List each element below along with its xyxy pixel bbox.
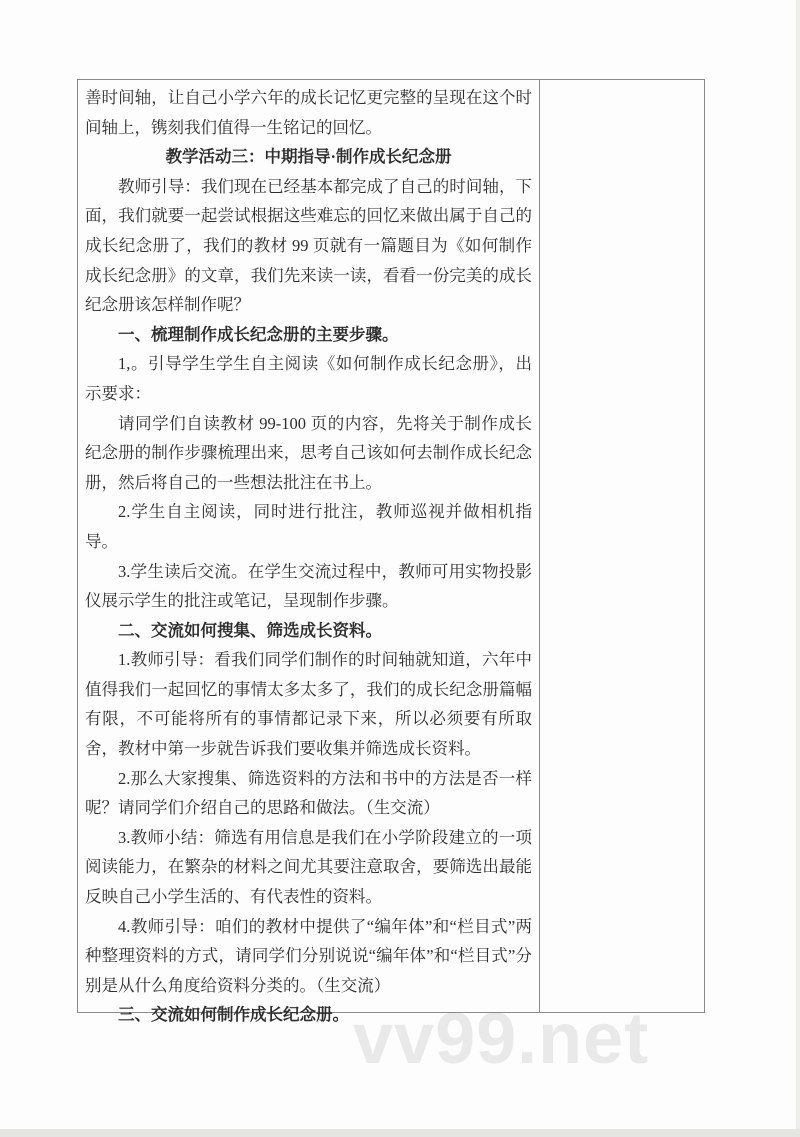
section-1-step-3: 3.学生读后交流。在学生交流过程中，教师可用实物投影仪展示学生的批注或笔记，呈现制作步骤。 bbox=[85, 561, 532, 611]
section-1-heading: 一、梳理制作成长纪念册的主要步骤。 bbox=[118, 324, 399, 344]
section-2-step-2: 2.那么大家搜集、筛选资料的方法和书中的方法是否一样呢？请同学们介绍自己的思路和做法。（生交流） bbox=[85, 768, 532, 818]
section-2-heading: 二、交流如何搜集、筛选成长资料。 bbox=[118, 620, 382, 640]
lesson-content-cell bbox=[78, 80, 540, 1025]
section-1-reading-requirement: 请同学们自读教材 99-100 页的内容，先将关于制作成长纪念册的制作步骤梳理出来，思考自己该如何去制作成长纪念册，然后将自己的一些想法批注在书上。 bbox=[85, 413, 532, 492]
page-right-edge bbox=[796, 0, 800, 1137]
section-2-step-4: 4.教师引导：咱们的教材中提供了“编年体”和“栏目式”两种整理资料的方式，请同学们分别说说“编年体”和“栏目式”分别是从什么角度给资料分类的。（生交流） bbox=[85, 916, 532, 995]
paragraph-teacher-intro: 教师引导：我们现在已经基本都完成了自己的时间轴，下面，我们就要一起尝试根据这些难忘的回忆来做出属于自己的成长纪念册了，我们的教材 99 页就有一篇题目为《如何制作成长纪念册》的文章，我们先来读一读，看看一份完美的成长纪念册该怎样制作呢？ bbox=[85, 176, 532, 315]
section-3-heading: 三、交流如何制作成长纪念册。 bbox=[118, 1005, 349, 1025]
section-2-step-1: 1.教师引导：看我们同学们制作的时间轴就知道，六年中值得我们一起回忆的事情太多太多了，我们的成长纪念册篇幅有限，不可能将所有的事情都记录下来，所以必须要有所取舍，教材中第一步就告诉我们要收集并筛选成长资料。 bbox=[85, 650, 532, 759]
lesson-plan-table bbox=[77, 79, 705, 1025]
page-bottom-edge bbox=[0, 1129, 800, 1137]
section-1-step-2: 2.学生自主阅读，同时进行批注，教师巡视并做相机指导。 bbox=[85, 502, 532, 551]
watermark-text: vv99.net bbox=[353, 999, 650, 1079]
section-1-step-1: 1,。引导学生学生自主阅读《如何制作成长纪念册》，出示要求： bbox=[85, 354, 532, 403]
activity-heading: 教学活动三：中期指导·制作成长纪念册 bbox=[165, 147, 452, 167]
paragraph-continuation: 善时间轴，让自己小学六年的成长记忆更完整的呈现在这个时间轴上，镌刻我们值得一生铭记的回忆。 bbox=[85, 88, 532, 137]
section-2-step-3: 3.教师小结：筛选有用信息是我们在小学阶段建立的一项阅读能力，在繁杂的材料之间尤其要注意取舍，要筛选出最能反映自己小学生活的、有代表性的资料。 bbox=[85, 827, 532, 907]
empty-notes-cell bbox=[540, 80, 704, 1012]
